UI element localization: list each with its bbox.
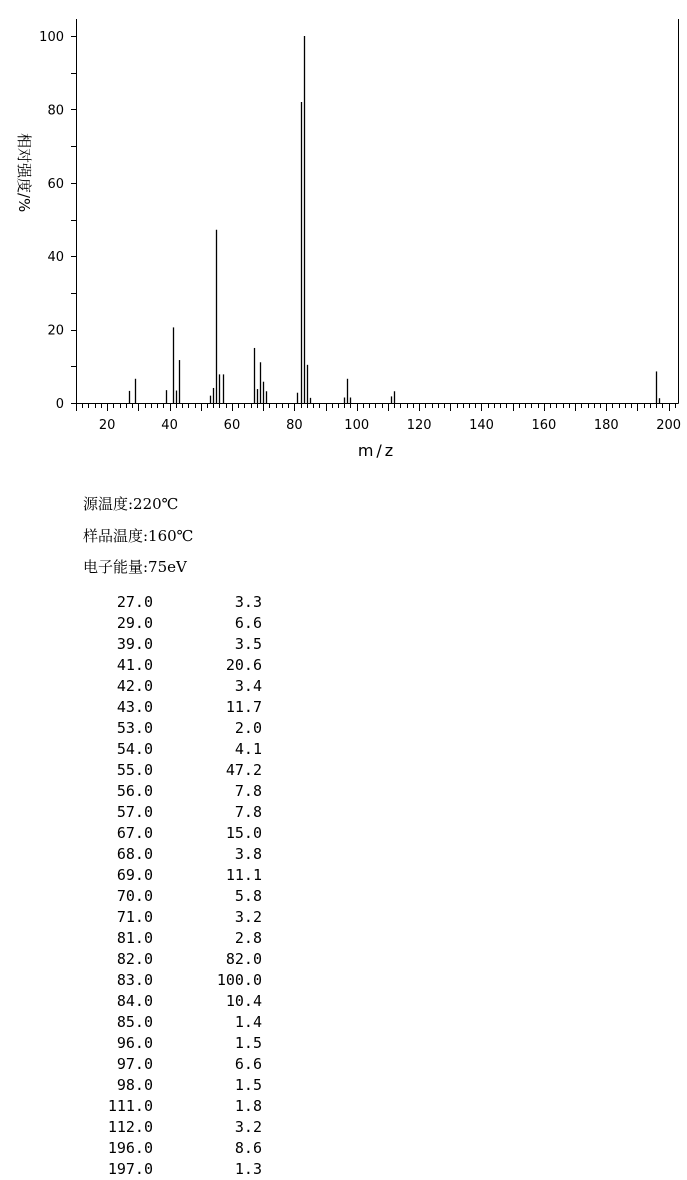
mz-value: 82.0: [116, 950, 153, 968]
mz-value: 196.0: [107, 1139, 153, 1157]
mz-value: 96.0: [116, 1034, 153, 1052]
table-row: [82, 1033, 262, 1054]
intensity-value: 1.3: [234, 1160, 262, 1178]
mz-value: 70.0: [116, 887, 153, 905]
intensity-value: 3.3: [234, 593, 262, 611]
intensity-value: 2.0: [234, 719, 262, 737]
intensity-value: 3.5: [234, 635, 262, 653]
mz-value: 98.0: [116, 1076, 153, 1094]
table-row: [82, 760, 262, 781]
table-row: [82, 697, 262, 718]
mz-value: 97.0: [116, 1055, 153, 1073]
intensity-value: 7.8: [234, 782, 262, 800]
mz-value: 81.0: [116, 929, 153, 947]
x-tick-label: 100: [344, 418, 370, 433]
intensity-value: 20.6: [225, 656, 262, 674]
table-row: [82, 592, 262, 613]
table-row: [82, 886, 262, 907]
mz-value: 84.0: [116, 992, 153, 1010]
mz-value: 55.0: [116, 761, 153, 779]
intensity-value: 1.5: [234, 1034, 262, 1052]
intensity-value: 8.6: [234, 1139, 262, 1157]
mz-value: 29.0: [116, 614, 153, 632]
intensity-value: 3.2: [234, 908, 262, 926]
x-axis-label: m/z: [357, 441, 397, 460]
mz-value: 83.0: [116, 971, 153, 989]
mz-value: 56.0: [116, 782, 153, 800]
instrument-conditions: [83, 493, 193, 588]
mz-value: 69.0: [116, 866, 153, 884]
electron-energy: 电子能量:75eV: [83, 558, 187, 576]
intensity-value: 6.6: [234, 614, 262, 632]
mz-value: 41.0: [116, 656, 153, 674]
y-tick-label: 0: [55, 397, 64, 412]
intensity-value: 47.2: [225, 761, 262, 779]
table-row: [82, 907, 262, 928]
mz-value: 54.0: [116, 740, 153, 758]
y-tick-label: 20: [47, 323, 64, 339]
x-tick-label: 160: [531, 418, 557, 433]
y-tick-label: 60: [47, 176, 64, 192]
x-tick-label: 200: [656, 418, 682, 433]
intensity-value: 15.0: [225, 824, 262, 842]
x-tick-label: 180: [593, 418, 619, 433]
table-row: [82, 1012, 262, 1033]
peak-list-table: [82, 592, 262, 1180]
table-row: [82, 991, 262, 1012]
table-row: [82, 1075, 262, 1096]
x-tick-label: 140: [469, 418, 494, 433]
mz-value: 53.0: [116, 719, 153, 737]
x-tick-label: 80: [286, 418, 303, 433]
x-tick-label: 40: [161, 418, 178, 433]
y-axis-label: 相对强度/%: [15, 133, 33, 213]
intensity-value: 7.8: [234, 803, 262, 821]
mz-value: 27.0: [116, 593, 153, 611]
table-row: [82, 802, 262, 823]
table-row: [82, 781, 262, 802]
sample-temperature: 样品温度:160℃: [83, 526, 194, 545]
table-row: [82, 634, 262, 655]
intensity-value: 6.6: [234, 1055, 262, 1073]
intensity-value: 10.4: [225, 992, 262, 1010]
intensity-value: 5.8: [234, 887, 262, 905]
intensity-value: 1.5: [234, 1076, 262, 1094]
x-tick-label: 120: [406, 418, 432, 433]
y-tick-label: 100: [39, 30, 64, 45]
table-row: [82, 1117, 262, 1138]
intensity-value: 11.1: [225, 866, 262, 884]
mass-spectrum-chart: [0, 0, 687, 470]
table-row: [82, 739, 262, 760]
intensity-value: 2.8: [234, 929, 262, 947]
intensity-value: 3.4: [234, 677, 262, 695]
table-row: [82, 655, 262, 676]
intensity-value: 1.8: [234, 1097, 262, 1115]
table-row: [82, 1096, 262, 1117]
mz-value: 68.0: [116, 845, 153, 863]
table-row: [82, 844, 262, 865]
mz-value: 42.0: [116, 677, 153, 695]
mz-value: 39.0: [116, 635, 153, 653]
intensity-value: 100.0: [216, 971, 262, 989]
source-temperature: 源温度:220℃: [83, 495, 179, 513]
table-row: [82, 613, 262, 634]
intensity-value: 1.4: [234, 1013, 262, 1031]
mz-value: 57.0: [116, 803, 153, 821]
intensity-value: 3.2: [234, 1118, 262, 1136]
chart-peaks: [130, 36, 660, 403]
intensity-value: 3.8: [234, 845, 262, 863]
chart-axes: [39, 19, 681, 433]
table-row: [82, 865, 262, 886]
mz-value: 71.0: [116, 908, 153, 926]
table-row: [82, 949, 262, 970]
table-row: [82, 718, 262, 739]
mz-value: 85.0: [116, 1013, 153, 1031]
intensity-value: 11.7: [225, 698, 262, 716]
y-tick-label: 80: [47, 103, 64, 119]
intensity-value: 82.0: [225, 950, 262, 968]
mz-value: 43.0: [116, 698, 153, 716]
y-tick-label: 40: [47, 250, 64, 266]
intensity-value: 4.1: [234, 740, 262, 758]
mz-value: 197.0: [107, 1160, 153, 1178]
mz-value: 67.0: [116, 824, 153, 842]
table-row: [82, 928, 262, 949]
mz-value: 111.0: [107, 1097, 153, 1115]
table-row: [82, 970, 262, 991]
mz-value: 112.0: [107, 1118, 153, 1136]
x-tick-label: 60: [223, 418, 241, 433]
x-tick-label: 20: [98, 418, 116, 433]
table-row: [82, 676, 262, 697]
table-row: [82, 823, 262, 844]
table-row: [82, 1138, 262, 1159]
table-row: [82, 1054, 262, 1075]
